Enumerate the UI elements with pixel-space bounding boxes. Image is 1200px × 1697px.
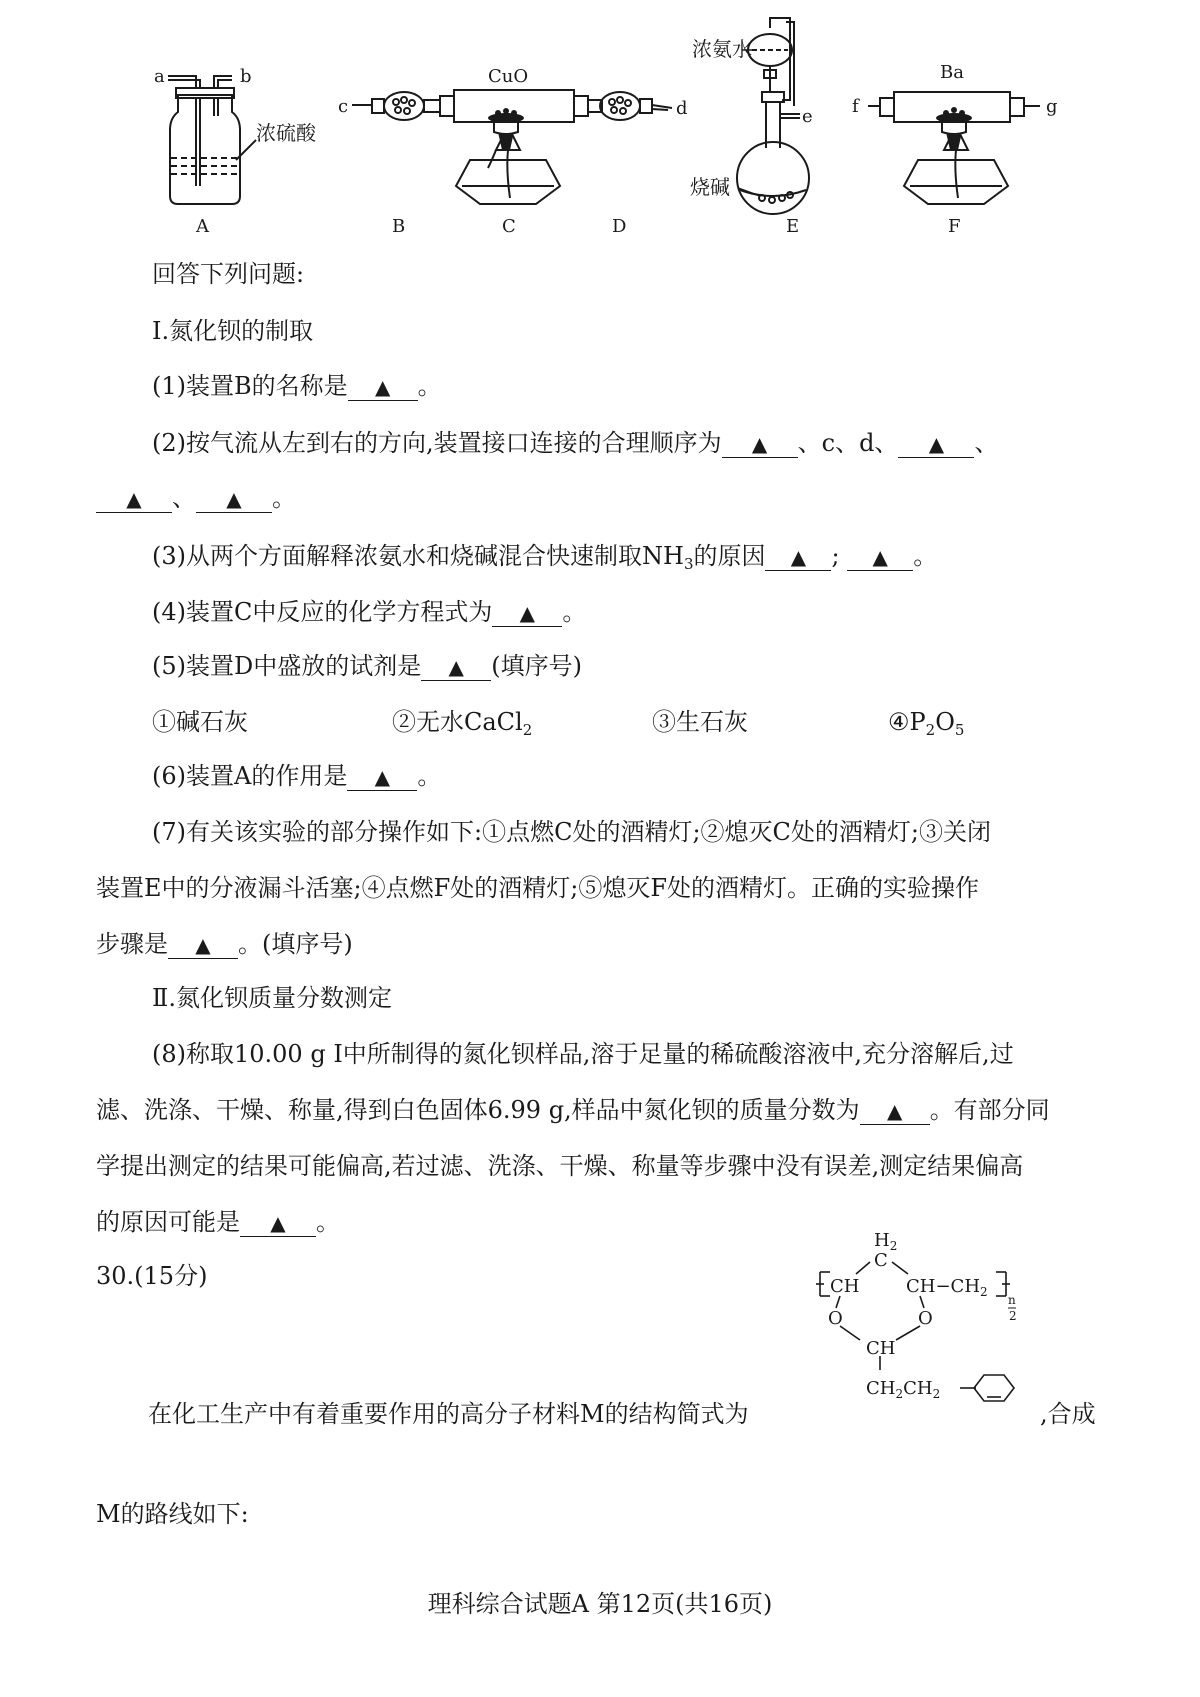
option-3: ③生石灰: [652, 708, 748, 736]
label-e: e: [802, 106, 813, 127]
question-2-connector: 、c、d、: [797, 429, 899, 457]
label-a: a: [154, 66, 165, 87]
answer-blank-3a[interactable]: [765, 543, 831, 571]
subscript: 5: [954, 721, 965, 739]
struct-ch-bottom: CH: [866, 1338, 896, 1359]
answer-blank-6[interactable]: [347, 763, 417, 791]
apparatus-name-e: E: [786, 216, 800, 237]
question-1: [152, 370, 442, 402]
option-4-text: ④P: [888, 708, 926, 736]
question-7-text: 步骤是: [96, 930, 168, 958]
label-c: c: [338, 96, 349, 117]
question-5: [152, 650, 582, 682]
polymer-structure-formula: [808, 1228, 1028, 1408]
label-ba: Ba: [940, 62, 964, 83]
struct-chain: $CH_2CH_2$: [866, 1378, 941, 1401]
blank-triangle-icon: ▲: [374, 765, 391, 789]
question-30-text-end: ,合成: [1040, 1400, 1096, 1428]
label-f: f: [852, 96, 859, 117]
question-8-end: 。: [316, 1208, 340, 1236]
question-5-end: (填序号): [491, 652, 582, 680]
question-3-end: 。: [913, 542, 938, 570]
struct-o-left: O: [828, 1308, 843, 1329]
question-2-separator: 、: [974, 429, 999, 457]
question-8-text: 滤、洗涤、干燥、称量,得到白色固体6.99 g,样品中氮化钡的质量分数为: [96, 1096, 860, 1124]
structure-drawing: [808, 1228, 1028, 1408]
blank-triangle-icon: ▲: [270, 1211, 286, 1235]
question-2-text: (2)按气流从左到右的方向,装置接口连接的合理顺序为: [152, 429, 722, 457]
blank-triangle-icon: ▲: [872, 545, 888, 569]
answer-blank-3b[interactable]: [847, 543, 913, 571]
apparatus-name-a: A: [196, 216, 209, 237]
blank-triangle-icon: ▲: [886, 1099, 903, 1123]
question-4-text: (4)装置C中反应的化学方程式为: [152, 598, 493, 626]
question-2-separator-2: 、: [172, 484, 196, 512]
question-8-line-4: [96, 1206, 340, 1238]
question-6: [152, 760, 441, 792]
blank-triangle-icon: ▲: [374, 375, 391, 399]
question-30-text: 在化工生产中有着重要作用的高分子材料M的结构简式为: [148, 1400, 749, 1428]
question-6-text: (6)装置A的作用是: [152, 762, 348, 790]
question-8-text-2: 。有部分同: [929, 1096, 1050, 1124]
apparatus-figure: [0, 0, 1200, 240]
answer-blank-2a[interactable]: [722, 430, 798, 458]
question-4-end: 。: [562, 598, 587, 626]
struct-o-right: O: [918, 1308, 933, 1329]
label-ammonia: 浓氨水: [692, 37, 752, 61]
section1-title: Ⅰ.氮化钡的制取: [152, 317, 314, 345]
label-b: b: [240, 66, 252, 87]
question-7-line-2: 装置E中的分液漏斗活塞;④点燃F处的酒精灯;⑤熄灭F处的酒精灯。正确的实验操作: [96, 874, 979, 902]
apparatus-a: [168, 76, 256, 204]
question-3-text: (3)从两个方面解释浓氨水和烧碱混合快速制取NH: [152, 542, 684, 570]
struct-ch-right: $CH-CH_2$: [906, 1276, 988, 1299]
question-8-text-3: 的原因可能是: [96, 1208, 240, 1236]
section2-title: Ⅱ.氮化钡质量分数测定: [152, 984, 392, 1012]
option-4: [888, 706, 964, 746]
answer-blank-2b[interactable]: [898, 430, 974, 458]
question-8-line-3: 学提出测定的结果可能偏高,若过滤、洗涤、干燥、称量等步骤中没有误差,测定结果偏高: [96, 1152, 1024, 1180]
blank-triangle-icon: ▲: [751, 432, 768, 456]
answer-blank-1[interactable]: [348, 373, 418, 401]
apparatus-name-f: F: [948, 216, 961, 237]
label-d: d: [676, 98, 688, 119]
answer-blank-7[interactable]: [168, 931, 238, 959]
apparatus-name-b: B: [392, 216, 406, 237]
question-1-end: 。: [417, 372, 442, 400]
apparatus-name-d: D: [612, 216, 627, 237]
struct-n: n: [1008, 1293, 1016, 1307]
question-6-end: 。: [417, 762, 442, 790]
question-8-line-2: [96, 1094, 1050, 1126]
question-5-text: (5)装置D中盛放的试剂是: [152, 652, 422, 680]
apparatus-name-c: C: [502, 216, 516, 237]
answer-blank-2c[interactable]: [96, 485, 172, 513]
page-footer: 理科综合试题A 第12页(共16页): [427, 1590, 773, 1618]
struct-ch-left: CH: [830, 1276, 860, 1297]
question-3-text-2: 的原因: [693, 542, 766, 570]
question-30-route: M的路线如下:: [96, 1500, 249, 1528]
label-acid: 浓硫酸: [256, 121, 316, 145]
struct-c-top: C: [874, 1250, 888, 1271]
blank-triangle-icon: ▲: [790, 545, 807, 569]
apparatus-drawing: [0, 0, 1200, 240]
blank-triangle-icon: ▲: [195, 933, 211, 957]
question-4: [152, 596, 586, 628]
answer-blank-4[interactable]: [492, 599, 562, 627]
intro-text: 回答下列问题:: [152, 260, 305, 288]
question-7-end: 。(填序号): [238, 930, 353, 958]
blank-triangle-icon: ▲: [928, 432, 945, 456]
label-cuo: CuO: [488, 66, 529, 87]
subscript: 3: [683, 555, 694, 573]
question-2-end: 。: [272, 484, 296, 512]
subscript: 2: [522, 721, 533, 739]
blank-triangle-icon: ▲: [448, 655, 464, 679]
question-1-text: (1)装置B的名称是: [152, 372, 348, 400]
label-g: g: [1046, 96, 1058, 117]
answer-blank-8a[interactable]: [860, 1097, 930, 1125]
label-caustic: 烧碱: [690, 175, 730, 199]
option-2: [392, 706, 532, 746]
blank-triangle-icon: ▲: [519, 601, 536, 625]
blank-triangle-icon: ▲: [126, 487, 142, 511]
blank-triangle-icon: ▲: [226, 487, 242, 511]
option-4-text-2: O: [935, 708, 955, 736]
subscript: 2: [925, 721, 936, 739]
question-30-header: 30.(15分): [96, 1262, 208, 1290]
question-2-continued: [96, 482, 296, 514]
answer-blank-8b[interactable]: [240, 1209, 316, 1237]
option-1: ①碱石灰: [152, 708, 248, 736]
question-2: [152, 427, 998, 459]
struct-two: 2: [1009, 1309, 1017, 1323]
answer-blank-2d[interactable]: [196, 485, 272, 513]
apparatus-bcd: [352, 90, 672, 204]
option-2-text: ②无水CaCl: [392, 708, 523, 736]
struct-h2: $H_2$: [874, 1230, 898, 1253]
question-7-line-1: (7)有关该实验的部分操作如下:①点燃C处的酒精灯;②熄灭C处的酒精灯;③关闭: [152, 818, 991, 846]
question-3-separator: ;: [831, 542, 840, 570]
question-7-line-3: [96, 928, 353, 960]
answer-blank-5[interactable]: [421, 653, 491, 681]
question-3: [152, 540, 937, 580]
question-8-line-1: (8)称取10.00 g Ⅰ中所制得的氮化钡样品,溶于足量的稀硫酸溶液中,充分溶解后,过: [152, 1040, 1014, 1068]
